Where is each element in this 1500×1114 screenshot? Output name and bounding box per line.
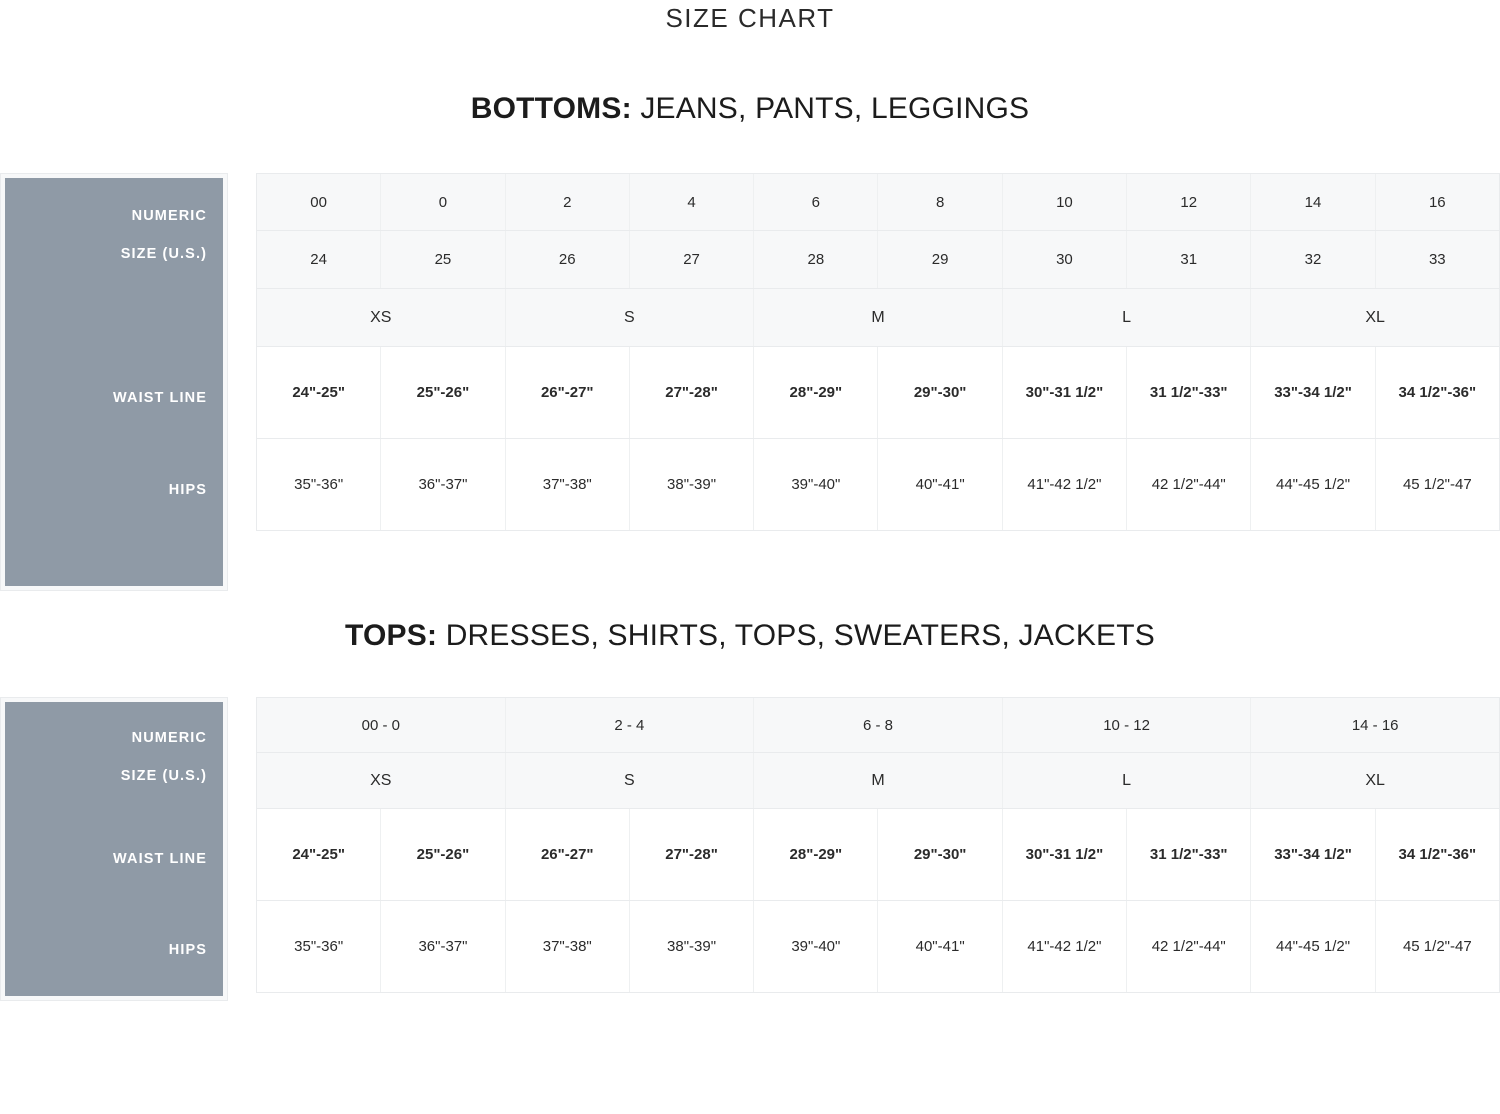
table-cell: 28"-29" [754, 809, 878, 900]
table-cell: 38"-39" [630, 439, 754, 530]
table-cell: 30 [1003, 231, 1127, 288]
table-cell: 6 [754, 174, 878, 230]
table-cell: 34 1/2"-36" [1398, 846, 1477, 863]
table-cell: 27"-28" [630, 809, 754, 900]
bottoms-label-panel [5, 178, 223, 586]
tops-alpha-row [256, 753, 1500, 809]
table-cell: XS [257, 753, 506, 808]
table-cell: 31 1/2"-33" [1127, 347, 1251, 438]
table-cell: 14 - 16 [1351, 716, 1399, 734]
table-cell: M [754, 289, 1003, 346]
table-cell: 35"-36" [257, 439, 381, 530]
table-cell: 39"-40" [754, 439, 878, 530]
bottoms-waist-row [256, 347, 1500, 439]
bottoms-label-waist: WAIST LINE [113, 390, 207, 406]
table-cell: 37"-38" [506, 901, 630, 992]
table-cell: 6 - 8 [754, 698, 1003, 752]
section-title-bottoms-rest: JEANS, PANTS, LEGGINGS [631, 92, 1030, 125]
section-title-tops-bold: TOPS: [345, 619, 438, 652]
table-cell: 24"-25" [257, 347, 381, 438]
tops-hips-row [256, 901, 1500, 993]
table-cell: 44"-45 1/2" [1251, 439, 1375, 530]
table-cell: 31 [1127, 231, 1251, 288]
table-cell: 45 1/2"-47 [1402, 938, 1472, 955]
table-cell: 42 1/2"-44" [1127, 901, 1251, 992]
table-cell: 27"-28" [630, 347, 754, 438]
table-cell: 28 [754, 231, 878, 288]
bottoms-label-numeric-line1: NUMERIC [131, 208, 207, 225]
table-cell: XS [257, 289, 506, 346]
bottoms-label-numeric [5, 178, 223, 294]
table-cell: XL [1365, 308, 1385, 326]
table-cell: 33"-34 1/2" [1251, 347, 1375, 438]
table-cell: 36"-37" [381, 439, 505, 530]
bottoms-label-alpha-spacer [5, 294, 223, 352]
table-cell: 2 [506, 174, 630, 230]
table-cell: 8 [878, 174, 1002, 230]
tops-numeric-row [256, 697, 1500, 753]
table-cell: 10 [1003, 174, 1127, 230]
bottoms-alpha-row [256, 289, 1500, 347]
table-cell: S [506, 753, 755, 808]
section-title-bottoms [0, 92, 1500, 126]
page-title: SIZE CHART [665, 3, 835, 33]
table-cell: 35"-36" [257, 901, 381, 992]
table-cell: 2 - 4 [506, 698, 755, 752]
table-cell: L [1003, 753, 1252, 808]
table-cell: S [506, 289, 755, 346]
table-cell: XL [1365, 771, 1385, 789]
bottoms-data-column [256, 173, 1500, 591]
table-cell: 4 [630, 174, 754, 230]
table-cell: 33 [1428, 251, 1446, 268]
table-cell: 29"-30" [878, 347, 1002, 438]
table-cell: 37"-38" [506, 439, 630, 530]
table-cell: M [754, 753, 1003, 808]
table-cell: 41"-42 1/2" [1003, 439, 1127, 530]
tops-label-numeric-line2: SIZE (U.S.) [120, 768, 207, 784]
table-cell: 29"-30" [878, 809, 1002, 900]
table-cell: 16 [1428, 193, 1446, 211]
table-cell: 42 1/2"-44" [1127, 439, 1251, 530]
table-cell: 14 [1251, 174, 1375, 230]
tops-label-numeric [5, 702, 223, 814]
bottoms-numeric-row-1 [256, 173, 1500, 231]
table-cell: 27 [630, 231, 754, 288]
table-cell: 45 1/2"-47 [1402, 476, 1472, 493]
tops-data-column [256, 697, 1500, 1001]
section-title-tops [0, 619, 1500, 653]
table-cell: 38"-39" [630, 901, 754, 992]
tops-label-numeric-line1: NUMERIC [131, 730, 207, 747]
table-cell: 36"-37" [381, 901, 505, 992]
section-title-tops-rest: DRESSES, SHIRTS, TOPS, SWEATERS, JACKETS [437, 619, 1155, 652]
table-cell: 24"-25" [257, 809, 381, 900]
table-cell: 40"-41" [878, 439, 1002, 530]
table-cell: 26"-27" [506, 347, 630, 438]
tops-label-panel [5, 702, 223, 996]
tops-chart [0, 697, 1500, 1001]
table-cell: 24 [257, 231, 381, 288]
table-cell: 30"-31 1/2" [1003, 809, 1127, 900]
bottoms-hips-row [256, 439, 1500, 531]
table-cell: 32 [1251, 231, 1375, 288]
bottoms-label-hips: HIPS [168, 482, 207, 498]
table-cell: 26 [506, 231, 630, 288]
table-cell: 10 - 12 [1003, 698, 1252, 752]
table-cell: 44"-45 1/2" [1251, 901, 1375, 992]
tops-label-waist: WAIST LINE [113, 851, 207, 867]
table-cell: 30"-31 1/2" [1003, 347, 1127, 438]
table-cell: 31 1/2"-33" [1127, 809, 1251, 900]
table-cell: L [1003, 289, 1252, 346]
bottoms-label-numeric-line2: SIZE (U.S.) [120, 246, 207, 262]
section-title-bottoms-bold: BOTTOMS: [470, 92, 632, 125]
table-cell: 29 [878, 231, 1002, 288]
table-cell: 33"-34 1/2" [1251, 809, 1375, 900]
table-cell: 39"-40" [754, 901, 878, 992]
tops-waist-row [256, 809, 1500, 901]
bottoms-label-column [0, 173, 228, 591]
table-cell: 28"-29" [754, 347, 878, 438]
tops-label-column [0, 697, 228, 1001]
bottoms-numeric-row-2 [256, 231, 1500, 289]
table-cell: 25 [381, 231, 505, 288]
title-spacer-bottoms [0, 34, 1500, 92]
table-cell: 12 [1127, 174, 1251, 230]
table-cell: 25"-26" [381, 347, 505, 438]
table-cell: 26"-27" [506, 809, 630, 900]
table-cell: 40"-41" [878, 901, 1002, 992]
table-cell: 00 - 0 [257, 698, 506, 752]
table-cell: 0 [381, 174, 505, 230]
table-cell: 00 [257, 174, 381, 230]
bottoms-chart [0, 173, 1500, 591]
table-cell: 25"-26" [381, 809, 505, 900]
table-cell: 34 1/2"-36" [1398, 384, 1477, 401]
tops-label-hips: HIPS [168, 942, 207, 958]
table-cell: 41"-42 1/2" [1003, 901, 1127, 992]
